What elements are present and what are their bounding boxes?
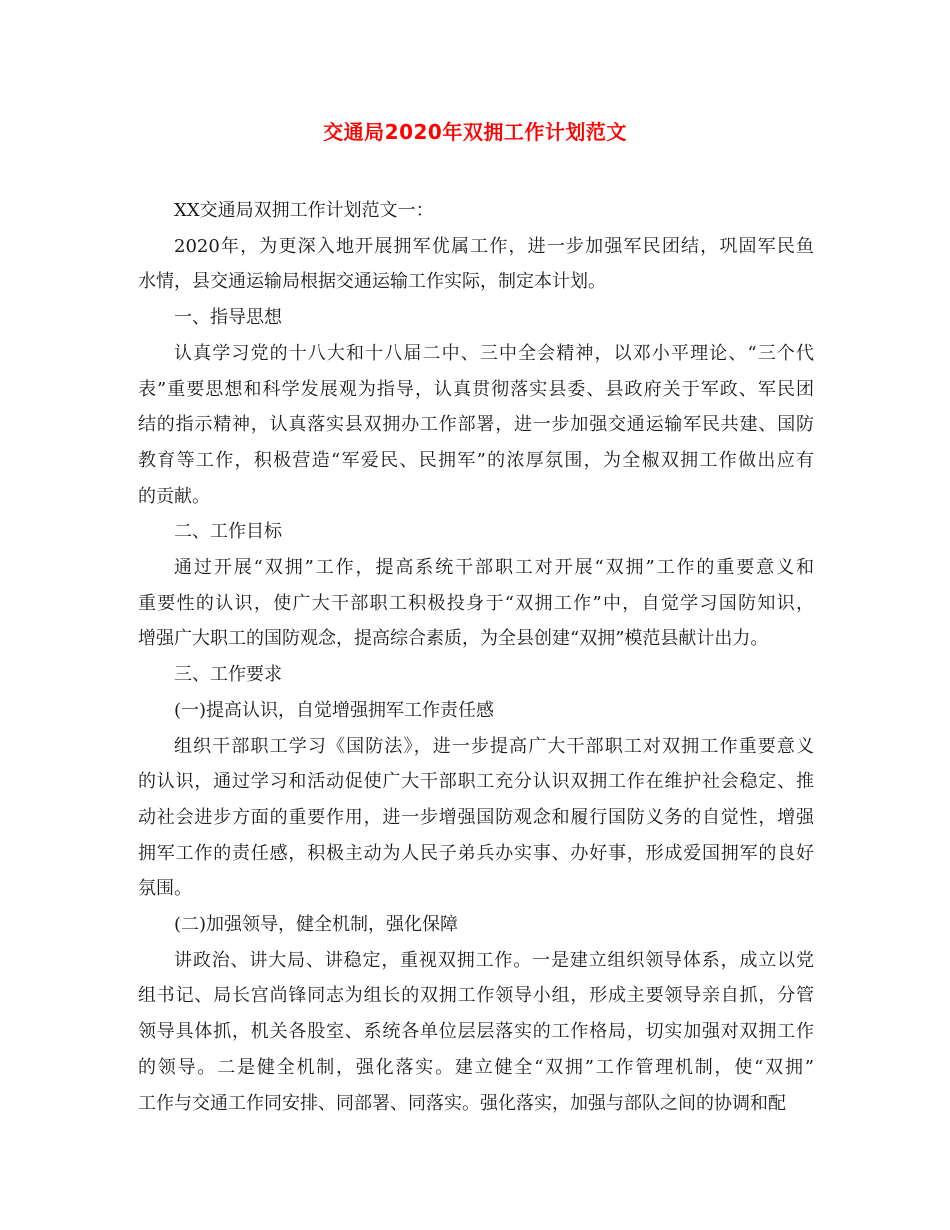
paragraph xyxy=(138,907,814,943)
paragraph-line: 的认识，通过学习和活动促使广大干部职工充分认识双拥工作在维护社会稳定、推 xyxy=(138,771,814,793)
paragraph-line: (一)提高认识，自觉增强拥军工作责任感 xyxy=(174,699,495,721)
paragraph-line: 一、指导思想 xyxy=(174,307,282,329)
paragraph xyxy=(138,943,814,1122)
paragraph xyxy=(138,336,814,515)
paragraph-line: 表”重要思想和科学发展观为指导，认真贯彻落实县委、县政府关于军政、军民团 xyxy=(138,378,814,400)
document-title: 交通局2020年双拥工作计划范文 xyxy=(323,120,627,144)
paragraph-line: 认真学习党的十八大和十八届二中、三中全会精神，以邓小平理论、“三个代 xyxy=(174,342,814,364)
paragraph-line: 工作与交通工作同安排、同部署、同落实。强化落实，加强与部队之间的协调和配 xyxy=(138,1092,786,1114)
paragraph-line: 氛围。 xyxy=(138,878,192,900)
paragraph xyxy=(138,729,814,908)
paragraph-line: 讲政治、讲大局、讲稳定，重视双拥工作。一是建立组织领导体系，成立以党 xyxy=(174,949,814,971)
paragraph xyxy=(138,550,814,657)
paragraph-line: 拥军工作的责任感，积极主动为人民子弟兵办实事、办好事，形成爱国拥军的良好 xyxy=(138,842,814,864)
paragraph-line: 组书记、局长宫尚锋同志为组长的双拥工作领导小组，形成主要领导亲自抓，分管 xyxy=(138,985,814,1007)
paragraph xyxy=(138,693,814,729)
paragraph-line: 的贡献。 xyxy=(138,485,210,507)
paragraph-line: 水情，县交通运输局根据交通运输工作实际，制定本计划。 xyxy=(138,271,606,293)
paragraph xyxy=(138,193,814,229)
paragraph-line: 三、工作要求 xyxy=(174,664,282,686)
paragraph-line: 通过开展“双拥”工作，提高系统干部职工对开展“双拥”工作的重要意义和 xyxy=(174,557,814,579)
paragraph xyxy=(138,300,814,336)
paragraph-line: 动社会进步方面的重要作用，进一步增强国防观念和履行国防义务的自觉性，增强 xyxy=(138,806,814,828)
paragraph-line: 二、工作目标 xyxy=(174,521,282,543)
paragraph-line: 2020年，为更深入地开展拥军优属工作，进一步加强军民团结，巩固军民鱼 xyxy=(174,235,814,257)
paragraph xyxy=(138,657,814,693)
paragraph-line: 的领导。二是健全机制，强化落实。建立健全“双拥”工作管理机制，使“双拥” xyxy=(138,1056,814,1078)
paragraph-line: 组织干部职工学习《国防法》，进一步提高广大干部职工对双拥工作重要意义 xyxy=(174,735,814,757)
document-body xyxy=(138,193,814,1121)
paragraph-line: XX交通局双拥工作计划范文一： xyxy=(174,200,434,221)
paragraph-line: 教育等工作，积极营造“军爱民、民拥军”的浓厚氛围，为全椒双拥工作做出应有 xyxy=(138,449,814,471)
paragraph xyxy=(138,514,814,550)
paragraph xyxy=(138,229,814,300)
paragraph-line: 领导具体抓，机关各股室、系统各单位层层落实的工作格局，切实加强对双拥工作 xyxy=(138,1021,814,1043)
paragraph-line: 结的指示精神，认真落实县双拥办工作部署，进一步加强交通运输军民共建、国防 xyxy=(138,414,814,436)
paragraph-line: 重要性的认识，使广大干部职工积极投身于“双拥工作”中，自觉学习国防知识， xyxy=(138,592,814,614)
paragraph-line: 增强广大职工的国防观念，提高综合素质，为全县创建“双拥”模范县献计出力。 xyxy=(138,628,769,650)
paragraph-line: (二)加强领导，健全机制，强化保障 xyxy=(174,914,459,936)
